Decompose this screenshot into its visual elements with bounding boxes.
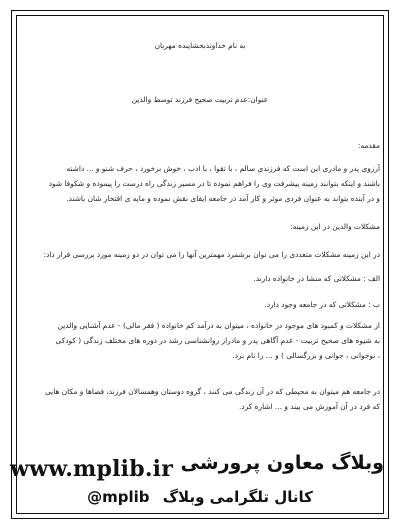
family-line-2: به شیوه های صحیح تربیت - عدم آگاهی پدر و مادراز روانشناسی رشد در دوره های مختلف زندگی ( کودکی	[55, 336, 380, 345]
telegram-label: کانال تلگرامی وبلاگ	[162, 488, 313, 506]
family-line-3: ، نوجوانی ، جوانی و بزرگسالی ) و ... را نام برد.	[232, 351, 380, 360]
family-line-1: از مشکلات و کمبود های موجود در خانواده ، میتوان به درآمد کم خانواده ( فقر مالی) - عدم آشنایی والدین	[57, 321, 380, 330]
intro-line-3: و در آینده بتواند به عنوان فردی موثر و کار آمد در جامعه ایفای نقش نموده و مایه ی افتخار شان باشند.	[66, 194, 380, 203]
document-page	[11, 10, 389, 519]
intro-line-2: باشند و اینکه بتوانند زمینه پیشرفت وی را فراهم نموده تا در مسیر زندگی راه درست را پیموده و شکوفا شود	[48, 179, 380, 188]
page-inner-border	[16, 15, 384, 514]
bismillah-line: به نام خداوندبخشاینده مهربان	[154, 41, 246, 50]
item-b: ب : مشکلاتی که در جامعه وجود دارد.	[264, 300, 380, 309]
intro-heading: مقدمه:	[358, 141, 380, 150]
intro-line-1: آرزوی پدر و مادری این است که فرزندی سالم ، با تقوا ، با ادب ، خوش برخورد ، حرف شنو و ... داشته	[66, 164, 380, 173]
society-line-2: که فرد در آن آموزش می بیند و ... اشاره کرد.	[239, 402, 380, 411]
problems-heading: مشکلات والدین در این زمینه:	[290, 222, 380, 231]
watermark-url: www.mplib.ir	[10, 456, 174, 482]
item-a: الف : مشکلاتی که منشا در خانواده دارند.	[253, 274, 380, 283]
society-line-1: در جامعه هم میتوان به محیطی که در آن زندگی می کنند ، گروه دوستان وهمسالان فرزند، فضاها و مکان هایی	[45, 387, 380, 396]
telegram-handle: @mplib	[87, 488, 150, 506]
watermark-blog-title: وبلاگ معاون پرورشی	[180, 452, 384, 474]
problems-line: در این زمینه مشکلات متعددی را می توان برشمرد مهمترین آنها را می توان در دو زمینه مورد بررسی قرار داد:	[43, 250, 380, 259]
document-title: عنوان:عدم تربیت صحیح فرزند توسط والدین	[131, 95, 269, 104]
watermark-telegram	[0, 488, 400, 506]
